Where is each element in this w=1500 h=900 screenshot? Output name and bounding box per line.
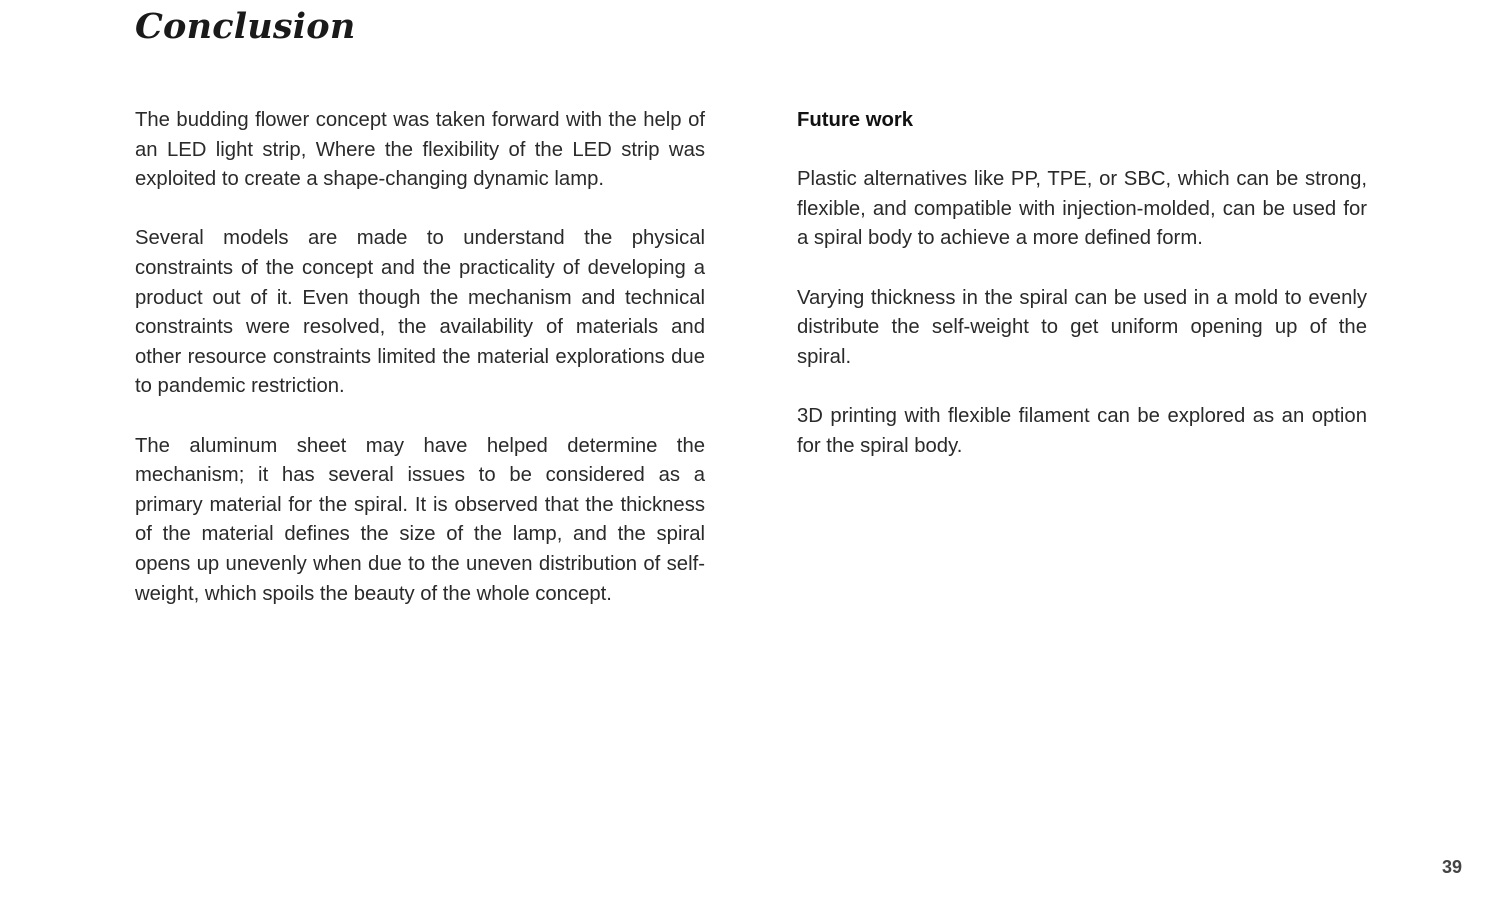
future-work-paragraph-3: 3D printing with flexible filament can be explored as an option for the spiral body. [797,404,1367,457]
conclusion-paragraph-2: Several models are made to understand the physical constraints of the concept and the practicality of developing a product out of it. Even though the mechanism and technical constraints were resolved, the availability of materials and other resource constraints limited the material explorations due to pandemic restriction. [135,227,705,398]
right-column [797,106,1367,491]
left-column [135,106,705,639]
conclusion-paragraph-1: The budding flower concept was taken forward with the help of an LED light strip, Where the flexibility of the LED strip was exploited to create a shape-changing dynamic lamp. [135,109,705,191]
future-work-heading: Future work [797,109,914,131]
future-work-paragraph-2: Varying thickness in the spiral can be used in a mold to evenly distribute the self-weight to get uniform opening up of the spiral. [797,286,1367,368]
page-number: 39 [1441,857,1462,877]
conclusion-paragraph-3: The aluminum sheet may have helped determine the mechanism; it has several issues to be considered as a primary material for the spiral. It is observed that the thickness of the material defines the size of the lamp, and the spiral opens up unevenly when due to the uneven distribution of self-weight, which spoils the beauty of the whole concept. [135,434,705,605]
future-work-paragraph-1: Plastic alternatives like PP, TPE, or SBC, which can be strong, flexible, and compatible with injection-molded, can be used for a spiral body to achieve a more defined form. [797,168,1367,250]
page-title: Conclusion [135,6,356,47]
